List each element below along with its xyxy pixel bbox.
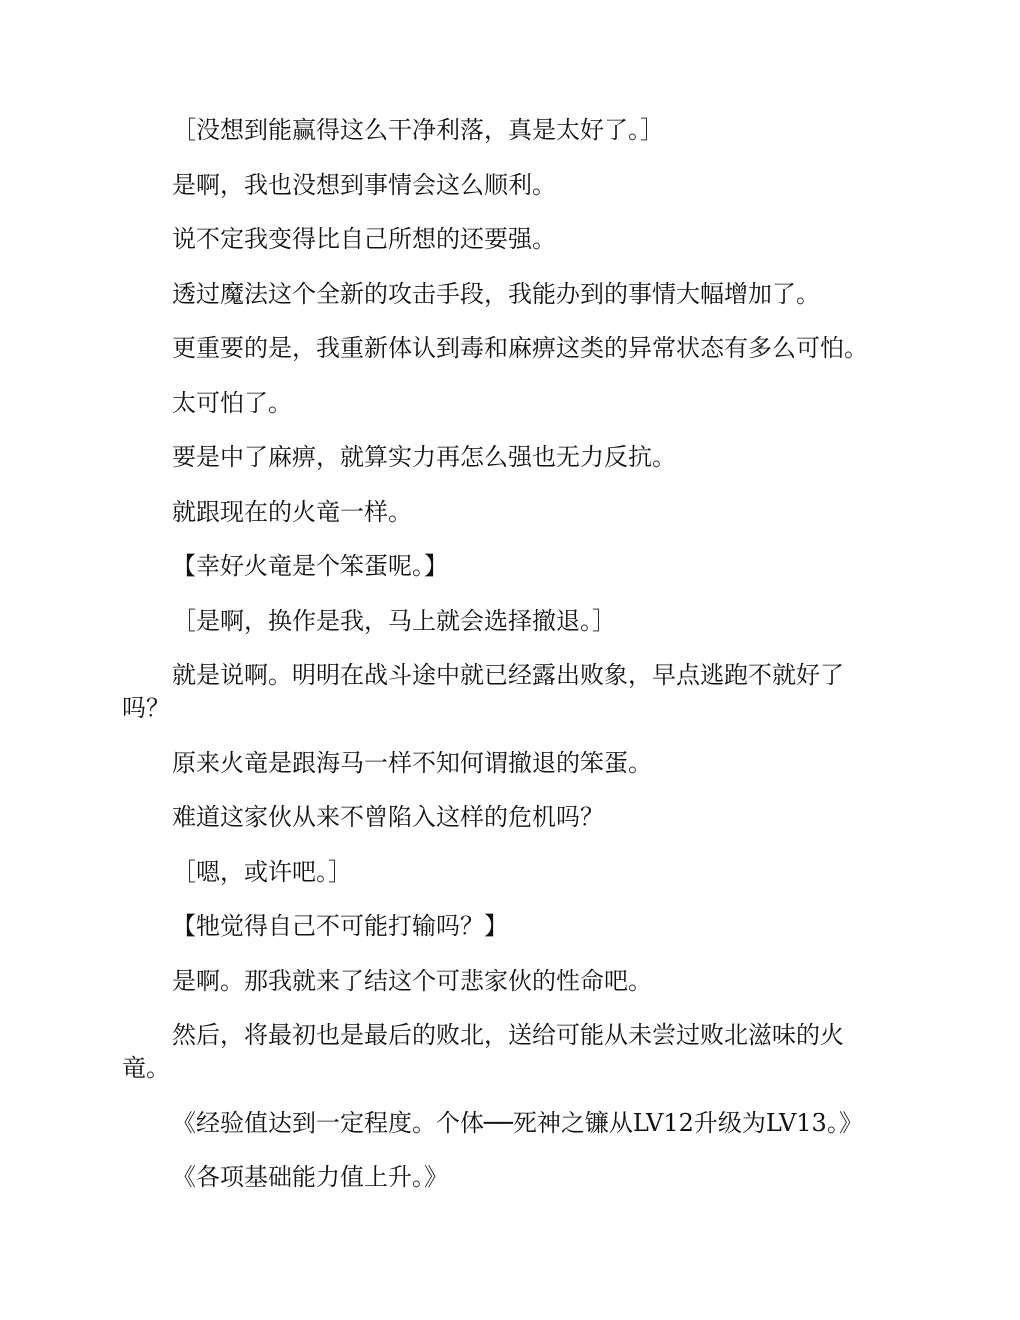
- paragraph-3: 说不定我变得比自己所想的还要强。: [172, 225, 556, 253]
- paragraph-17: 然后，将最初也是最后的败北，送给可能从未尝过败北滋味的火竜。: [122, 1021, 844, 1082]
- paragraph-6: 太可怕了。: [172, 388, 292, 417]
- paragraph-12: 原来火竜是跟海马一样不知何谓撤退的笨蛋。: [172, 748, 652, 777]
- paragraph-14: ［嗯，或许吧。］: [172, 857, 352, 886]
- paragraph-2: 是啊，我也没想到事情会这么顺利。: [172, 170, 556, 199]
- paragraph-19: 《各项基础能力值上升。》: [172, 1163, 448, 1191]
- paragraph-4: 透过魔法这个全新的攻击手段，我能办到的事情大幅增加了。: [172, 279, 820, 308]
- paragraph-10: ［是啊，换作是我，马上就会选择撤退。］: [172, 606, 616, 635]
- paragraph-9: 【幸好火竜是个笨蛋呢。】: [172, 552, 448, 580]
- paragraph-5: 更重要的是，我重新体认到毒和麻痹这类的异常状态有多么可怕。: [172, 334, 868, 362]
- paragraph-15: 【牠觉得自己不可能打输吗？】: [172, 912, 508, 940]
- paragraph-18: 《经验值达到一定程度。个体──死神之镰从LV12升级为LV13。》: [172, 1108, 863, 1137]
- paragraph-8: 就跟现在的火竜一样。: [172, 497, 412, 526]
- paragraph-7: 要是中了麻痹，就算实力再怎么强也无力反抗。: [172, 443, 676, 471]
- paragraph-11: 就是说啊。明明在战斗途中就已经露出败象，早点逃跑不就好了吗？: [122, 661, 844, 722]
- paragraph-13: 难道这家伙从来不曾陷入这样的危机吗？: [172, 803, 604, 831]
- paragraph-1: ［没想到能赢得这么干净利落，真是太好了。］: [172, 116, 664, 144]
- text-body: [122, 114, 887, 1216]
- paragraph-16: 是啊。那我就来了结这个可悲家伙的性命吧。: [172, 966, 652, 995]
